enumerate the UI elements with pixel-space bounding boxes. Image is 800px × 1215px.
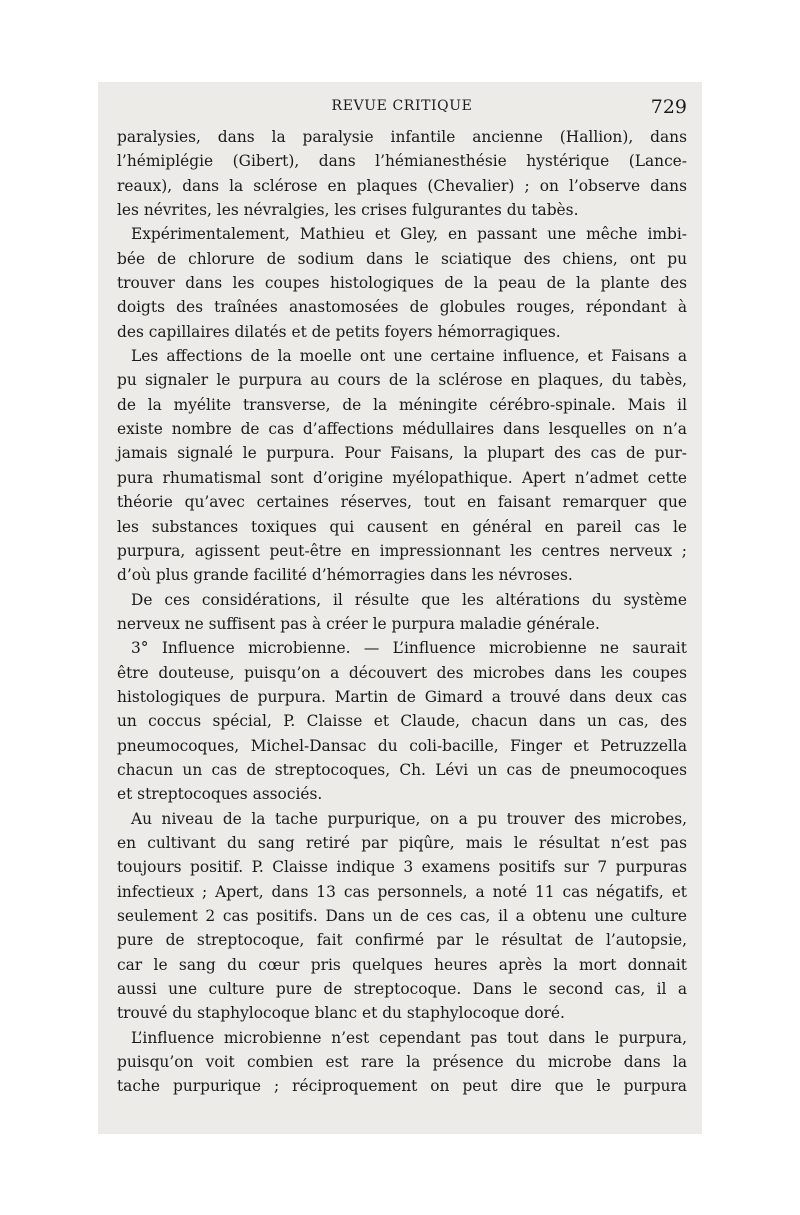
text-line: Au niveau de la tache purpurique, on a pu trouver des microbes, [131, 809, 687, 828]
text-line: tache purpurique ; réciproquement on peut dire que le purpura [117, 1077, 687, 1096]
text-line: chacun un cas de streptocoques, Ch. Lévi un cas de pneumocoques [117, 760, 687, 779]
running-title: REVUE CRITIQUE [331, 98, 473, 114]
text-line: les substances toxiques qui causent en général en pareil cas le [117, 517, 687, 536]
text-line: des capillaires dilatés et de petits foyers hémorragiques. [117, 322, 561, 341]
text-line: reaux), dans la sclérose en plaques (Chevalier) ; on l’observe dans [117, 176, 687, 195]
body-text [117, 125, 687, 1099]
text-line: en cultivant du sang retiré par piqûre, mais le résultat n’est pas [117, 833, 687, 852]
text-line: aussi une culture pure de streptocoque. Dans le second cas, il a [117, 980, 687, 999]
text-line: car le sang du cœur pris quelques heures après la mort donnait [117, 955, 687, 974]
text-line: seulement 2 cas positifs. Dans un de ces cas, il a obtenu une culture [117, 907, 687, 925]
page-number: 729 [650, 96, 687, 118]
text-line: l’hémiplégie (Gibert), dans l’hémianesthésie hystérique (Lance- [117, 152, 687, 171]
text-line: théorie qu’avec certaines réserves, tout en faisant remarquer que [117, 493, 687, 512]
text-line: 3° Influence microbienne. — L’influence microbienne ne saurait [131, 639, 687, 658]
text-line: trouvé du staphylocoque blanc et du staphylocoque doré. [117, 1004, 565, 1023]
text-line: nerveux ne suffisent pas à créer le purpura maladie générale. [117, 614, 600, 633]
text-line: existe nombre de cas d’affections médullaires dans lesquelles on n’a [117, 420, 687, 439]
text-line: infectieux ; Apert, dans 13 cas personnels, a noté 11 cas négatifs, et [117, 882, 687, 901]
text-line: de la myélite transverse, de la méningite cérébro-spinale. Mais il [117, 395, 687, 414]
text-line: un coccus spécial, P. Claisse et Claude, chacun dans un cas, des [117, 712, 687, 731]
text-line: paralysies, dans la paralysie infantile ancienne (Hallion), dans [117, 128, 687, 146]
text-line: De ces considérations, il résulte que les altérations du système [131, 590, 687, 609]
text-line: trouver dans les coupes histologiques de la peau de la plante des [117, 274, 687, 293]
text-line: L’influence microbienne n’est cependant pas tout dans le purpura, [131, 1028, 687, 1047]
text-line: Expérimentalement, Mathieu et Gley, en passant une mêche imbi- [131, 225, 687, 244]
text-line: jamais signalé le purpura. Pour Faisans, la plupart des cas de pur- [117, 444, 687, 463]
text-line: Les affections de la moelle ont une certaine influence, et Faisans a [131, 347, 687, 366]
text-line: pura rhumatismal sont d’origine myélopathique. Apert n’admet cette [117, 468, 687, 487]
text-line: être douteuse, puisqu’on a découvert des microbes dans les coupes [117, 663, 687, 682]
text-line: et streptocoques associés. [117, 785, 323, 804]
text-line: doigts des traînées anastomosées de globules rouges, répondant à [117, 298, 687, 317]
text-line: histologiques de purpura. Martin de Gimard a trouvé dans deux cas [117, 687, 687, 706]
text-line: toujours positif. P. Claisse indique 3 examens positifs sur 7 purpuras [117, 858, 687, 877]
text-line: d’où plus grande facilité d’hémorragies dans les névroses. [117, 566, 573, 585]
text-line: les névrites, les névralgies, les crises fulgurantes du tabès. [117, 201, 579, 220]
text-line: pneumocoques, Michel-Dansac du coli-bacille, Finger et Petruzzella [117, 736, 687, 755]
text-line: puisqu’on voit combien est rare la présence du microbe dans la [117, 1053, 687, 1072]
text-line: bée de chlorure de sodium dans le sciatique des chiens, ont pu [117, 249, 687, 268]
text-line: pu signaler le purpura au cours de la sclérose en plaques, du tabès, [117, 371, 687, 390]
text-line: pure de streptocoque, fait confirmé par le résultat de l’autopsie, [117, 931, 687, 950]
text-line: purpura, agissent peut-être en impressionnant les centres nerveux ; [117, 541, 687, 560]
page-header [117, 96, 687, 122]
